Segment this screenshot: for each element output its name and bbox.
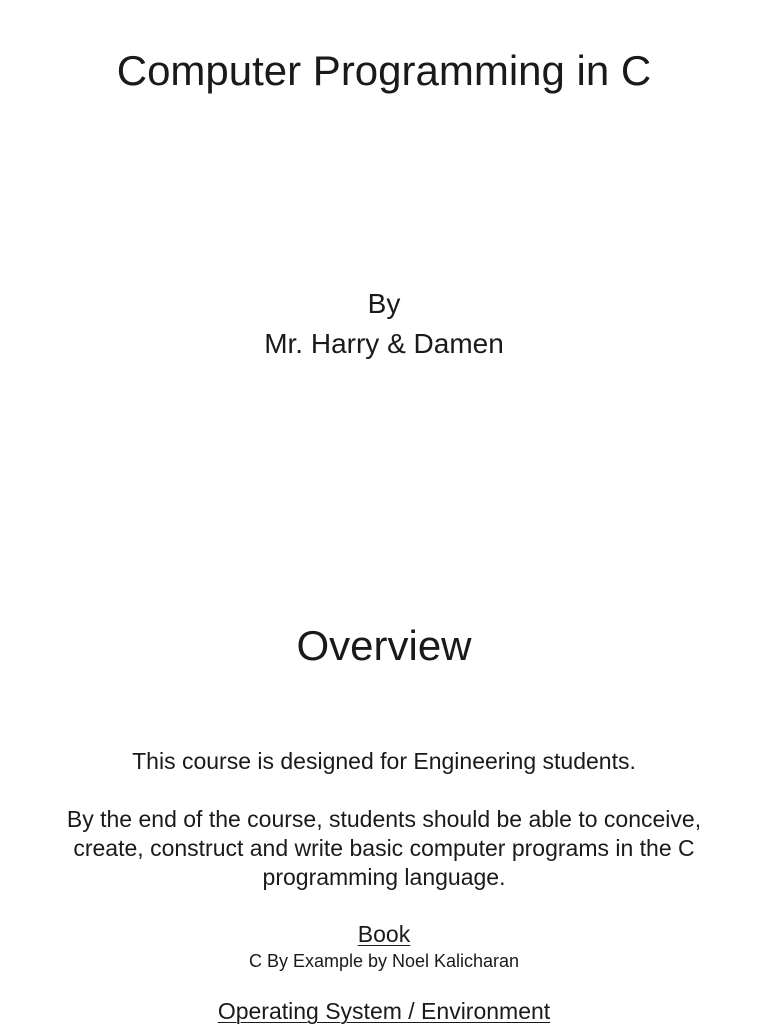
slide-title: Computer Programming in C: [116, 47, 652, 94]
os-environment-heading: Operating System / Environment: [217, 998, 551, 1024]
byline-label: By: [367, 288, 401, 319]
course-outcome-paragraph: [0, 805, 768, 892]
overview-heading: Overview: [296, 622, 472, 669]
author-names: Mr. Harry & Damen: [264, 328, 504, 359]
course-outcome-line: programming language.: [262, 864, 506, 890]
course-outcome-line: By the end of the course, students should be able to conceive,: [66, 806, 702, 832]
book-title: C By Example by Noel Kalicharan: [248, 951, 520, 971]
course-description: This course is designed for Engineering students.: [132, 748, 636, 774]
book-heading: Book: [357, 921, 411, 947]
book-heading-container: [0, 920, 768, 949]
course-outcome-line: create, construct and write basic computer programs in the C: [73, 835, 695, 861]
os-heading-container: [0, 997, 768, 1024]
